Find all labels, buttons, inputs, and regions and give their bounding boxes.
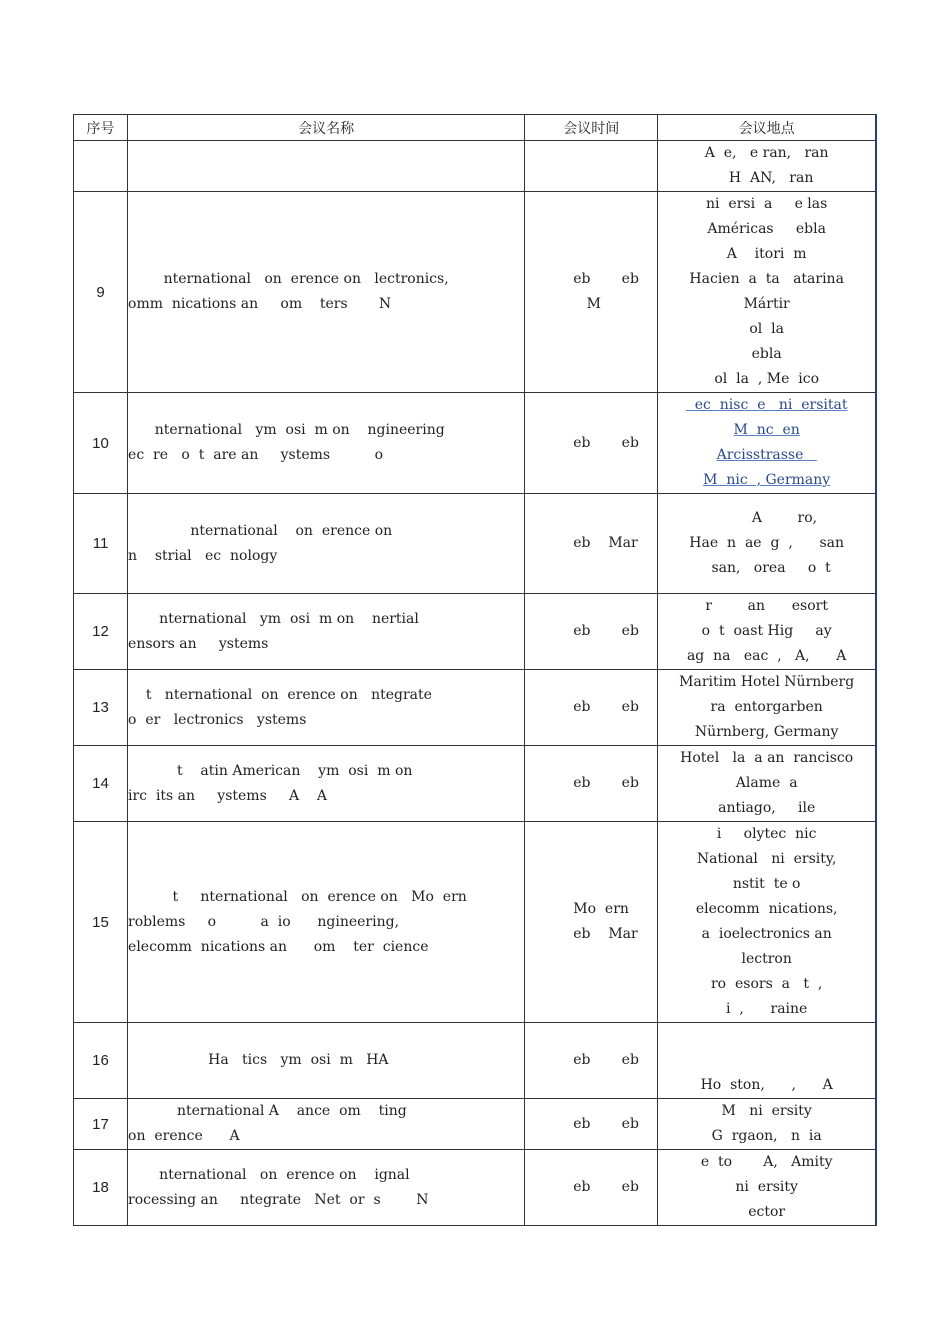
conference-location-line: A ro, [716,510,818,526]
conference-name [128,494,525,594]
conference-name-line: nternational on erence on lectronics, [128,271,449,287]
conference-location-line: Alame a [735,775,798,791]
conference-location-line [658,1023,875,1048]
conference-time-line: M [573,296,601,312]
conference-location [658,670,876,746]
conference-location [658,1023,876,1099]
conference-time [525,494,658,594]
conference-location-line[interactable]: ec nisc e ni ersitat [685,397,848,413]
row-number: 14 [74,746,128,822]
conference-location-line: o t oast Hig ay [701,623,832,639]
conference-name-line: Ha tics ym osi m HA [128,1052,389,1068]
conference-location-line: ni ersi a e las [706,196,828,212]
conference-location [658,746,876,822]
table-row [74,1023,877,1099]
row-number: 16 [74,1023,128,1099]
conference-time [525,393,658,494]
conference-location-line: ol la [749,321,784,337]
conference-name-line: irc its an ystems A A [128,787,328,804]
conference-name-line: nternational on erence on ignal [128,1166,410,1183]
conference-name-line: omm nications an om ters N [128,296,392,312]
conference-time [525,670,658,746]
table-row [74,822,877,1023]
conference-location-line: lectron [741,951,792,967]
conference-name-line: on erence A [128,1128,240,1144]
conference-location-line: A e, e ran, ran [704,145,829,161]
conference-time-line: eb eb [573,271,639,287]
conference-time [525,746,658,822]
conference-time [525,594,658,670]
conference-time [525,192,658,393]
conference-name [128,393,525,494]
conference-location [658,393,876,494]
conference-location-line: san, orea o t [702,560,831,576]
header-row [74,115,877,141]
conference-location-line: e to A, Amity [700,1154,833,1170]
conference-location-line: i olytec nic [716,826,817,842]
conference-location-line: G rgaon, n ia [711,1128,822,1144]
conference-name-line: nternational A ance om ting [128,1103,407,1119]
conference-name-line: nternational ym osi m on ngineering [128,422,445,438]
conference-location-line: ra entorgarben [710,699,823,715]
conference-time-line: eb Mar [573,926,638,942]
table-row [74,141,877,192]
conference-time-line: eb eb [573,1179,639,1195]
conference-location [658,822,876,1023]
conference-location-line: Ho ston, , A [700,1077,833,1093]
conference-location [658,1150,876,1226]
conference-name-line [128,141,524,166]
conference-location-line: A itori m [726,246,807,262]
conference-location-line: a ioelectronics an [701,926,832,942]
conference-location-line: ag na eac , A, A [686,648,847,664]
conference-name [128,192,525,393]
table-row [74,494,877,594]
conference-location-line: ector [748,1204,786,1220]
conference-name [128,141,525,192]
row-number: 10 [74,393,128,494]
conference-name [128,1150,525,1226]
conference-location-line: Mártir [743,296,790,312]
conference-location-line: H AN, ran [720,170,814,186]
conference-name [128,1099,525,1150]
conference-location-line[interactable]: M nc en [733,422,800,438]
conference-name [128,594,525,670]
table-row [74,1150,877,1226]
conference-name-line: rocessing an ntegrate Net or s N [128,1191,429,1208]
conference-name-line: ensors an ystems [128,635,269,652]
conference-name-line: nternational ym osi m on nertial [128,610,419,627]
conference-location-line: National ni ersity, [696,851,837,867]
conference-time [525,1150,658,1226]
conference-location-line [658,1048,875,1073]
conference-time-line: eb eb [573,699,639,715]
conference-location-line: Nürnberg, Germany [694,724,839,740]
conference-name [128,1023,525,1099]
row-number: 11 [74,494,128,594]
conference-name-line: nternational on erence on [128,522,393,539]
table-row [74,393,877,494]
conference-name-line: t nternational on erence on ntegrate [128,686,432,703]
conference-location-line: r an esort [705,598,828,614]
conference-location-line: ebla [751,346,782,362]
conference-name-line: ec re o t are an ystems o [128,447,384,463]
conference-name-line: n strial ec nology [128,547,278,564]
conference-time [525,1099,658,1150]
conference-time-line: eb eb [573,623,639,639]
table-row [74,192,877,393]
table-row [74,670,877,746]
conference-time-line: eb eb [573,434,639,451]
row-number: 18 [74,1150,128,1226]
row-number [74,141,128,192]
conference-location-line[interactable]: M nic , Germany [703,472,831,488]
conference-time-line [573,154,657,179]
conference-time-line: eb Mar [573,535,638,551]
conference-name-line [128,166,524,191]
conference-name-line: t atin American ym osi m on [128,762,413,779]
row-number: 17 [74,1099,128,1150]
conference-time [525,822,658,1023]
conference-location-line: antiago, ile [718,800,816,816]
conference-location-line: elecomm nications, [695,901,838,917]
conference-time-line: Mo ern [573,901,629,917]
header-time: 会议时间 [525,115,658,141]
conference-name-line: roblems o a io ngineering, [128,913,400,930]
table-row [74,1099,877,1150]
row-number: 15 [74,822,128,1023]
conference-location-line: ro esors a t , [710,976,823,992]
conference-location [658,141,876,192]
row-number: 12 [74,594,128,670]
conference-location-line[interactable]: Arcisstrasse [716,447,817,463]
conference-location-line: Hotel la a an rancisco [680,750,854,766]
conference-name [128,746,525,822]
conference-location-line: Américas ebla [707,221,826,237]
conference-location [658,594,876,670]
conference-location-line: ol la , Me ico [714,371,820,387]
conference-location-line: M ni ersity [721,1103,812,1119]
conference-name-line: t nternational on erence on Mo ern [128,888,467,905]
conference-time-line: eb eb [573,1115,639,1132]
conference-location-line: Hae n ae g , san [689,535,845,551]
conference-location-line: ni ersity [735,1179,798,1195]
conference-time [525,1023,658,1099]
table-row [74,594,877,670]
row-number: 13 [74,670,128,746]
conference-location [658,1099,876,1150]
row-number: 9 [74,192,128,393]
conference-table [73,114,877,1226]
conference-location [658,192,876,393]
conference-location-line: Hacien a ta atarina [689,271,844,287]
conference-location [658,494,876,594]
conference-location-line: Maritim Hotel Nürnberg [679,674,855,690]
table-row [74,746,877,822]
conference-location-line: nstit te o [732,876,801,892]
conference-name [128,822,525,1023]
conference-time [525,141,658,192]
conference-name-line: elecomm nications an om ter cience [128,938,429,955]
header-name: 会议名称 [128,115,525,141]
conference-location-line: i , raine [725,1001,808,1017]
conference-name [128,670,525,746]
conference-time-line: eb eb [573,1052,639,1068]
conference-name-line: o er lectronics ystems [128,711,307,728]
header-location: 会议地点 [658,115,876,141]
header-no: 序号 [74,115,128,141]
conference-time-line: eb eb [573,775,639,791]
